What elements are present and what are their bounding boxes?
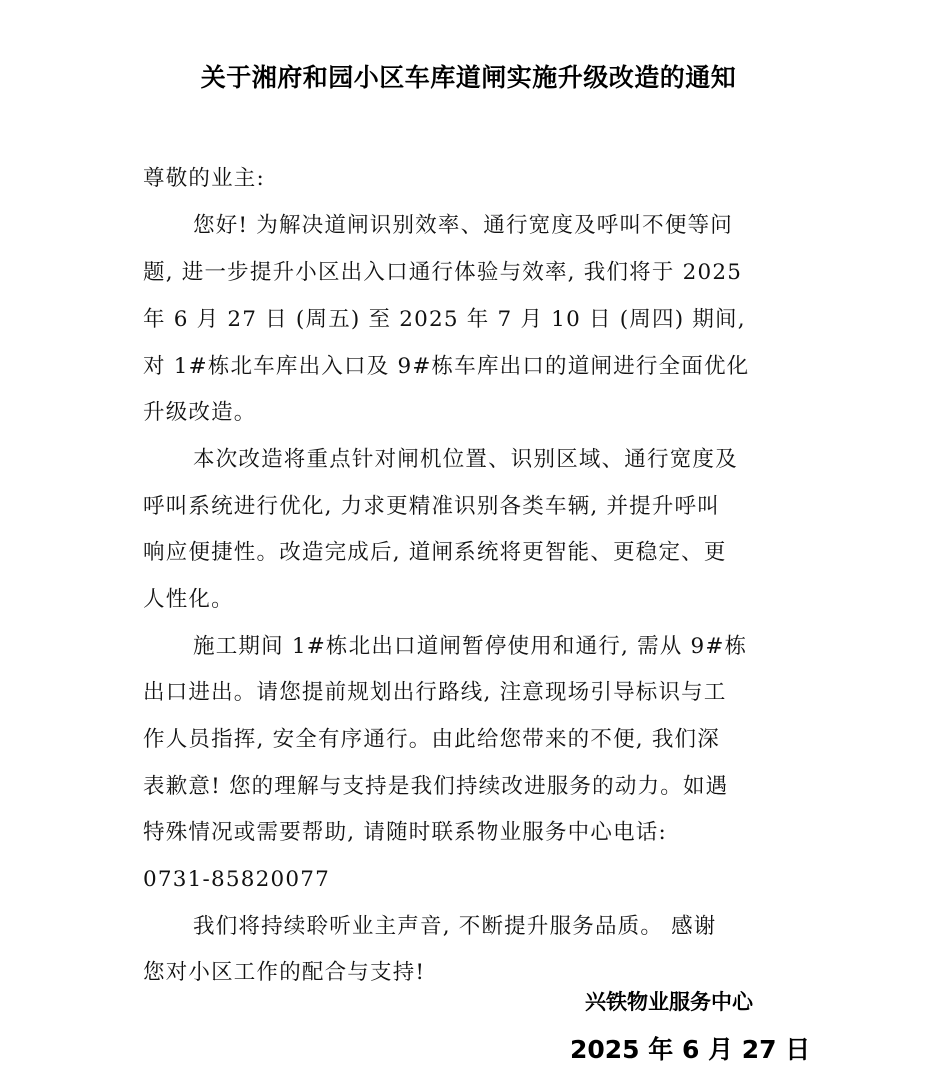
paragraph-3-line-2: 出口进出。请您提前规划出行路线, 注意现场引导标识与工 (143, 680, 727, 705)
paragraph-4-line-2: 您对小区工作的配合与支持! (143, 960, 426, 985)
salutation: 尊敬的业主: (143, 166, 265, 191)
paragraph-1-line-5: 升级改造。 (143, 400, 257, 425)
paragraph-2-line-1: 本次改造将重点针对闸机位置、识别区域、通行宽度及 (193, 447, 738, 472)
paragraph-3-line-1: 施工期间 1#栋北出口道闸暂停使用和通行, 需从 9#栋 (193, 634, 748, 659)
paragraph-1-line-2: 题, 进一步提升小区出入口通行体验与效率, 我们将于 2025 (143, 260, 743, 285)
signature-organization: 兴铁物业服务中心 (585, 990, 753, 1014)
paragraph-2-line-2: 呼叫系统进行优化, 力求更精准识别各类车辆, 并提升呼叫 (143, 494, 720, 519)
signature-date: 2025 年 6 月 27 日 (570, 1035, 811, 1064)
paragraph-3-line-5: 特殊情况或需要帮助, 请随时联系物业服务中心电话: (143, 820, 667, 845)
paragraph-2-line-3: 响应便捷性。改造完成后, 道闸系统将更智能、更稳定、更 (143, 540, 727, 565)
paragraph-2-line-4: 人性化。 (143, 587, 234, 612)
paragraph-1-line-1: 您好! 为解决道闸识别效率、通行宽度及呼叫不便等问 (193, 213, 733, 238)
phone-number: 0731-85820077 (143, 867, 331, 892)
paragraph-3-line-3: 作人员指挥, 安全有序通行。由此给您带来的不便, 我们深 (143, 727, 720, 752)
paragraph-1-line-4: 对 1#栋北车库出入口及 9#栋车库出口的道闸进行全面优化 (143, 354, 750, 379)
paragraph-1-line-3: 年 6 月 27 日 (周五) 至 2025 年 7 月 10 日 (周四) 期间, (143, 307, 746, 332)
paragraph-3-line-4: 表歉意! 您的理解与支持是我们持续改进服务的动力。如遇 (143, 774, 729, 799)
paragraph-4-line-1: 我们将持续聆听业主声音, 不断提升服务品质。 感谢 (193, 914, 717, 939)
notice-title: 关于湘府和园小区车库道闸实施升级改造的通知 (200, 63, 737, 92)
